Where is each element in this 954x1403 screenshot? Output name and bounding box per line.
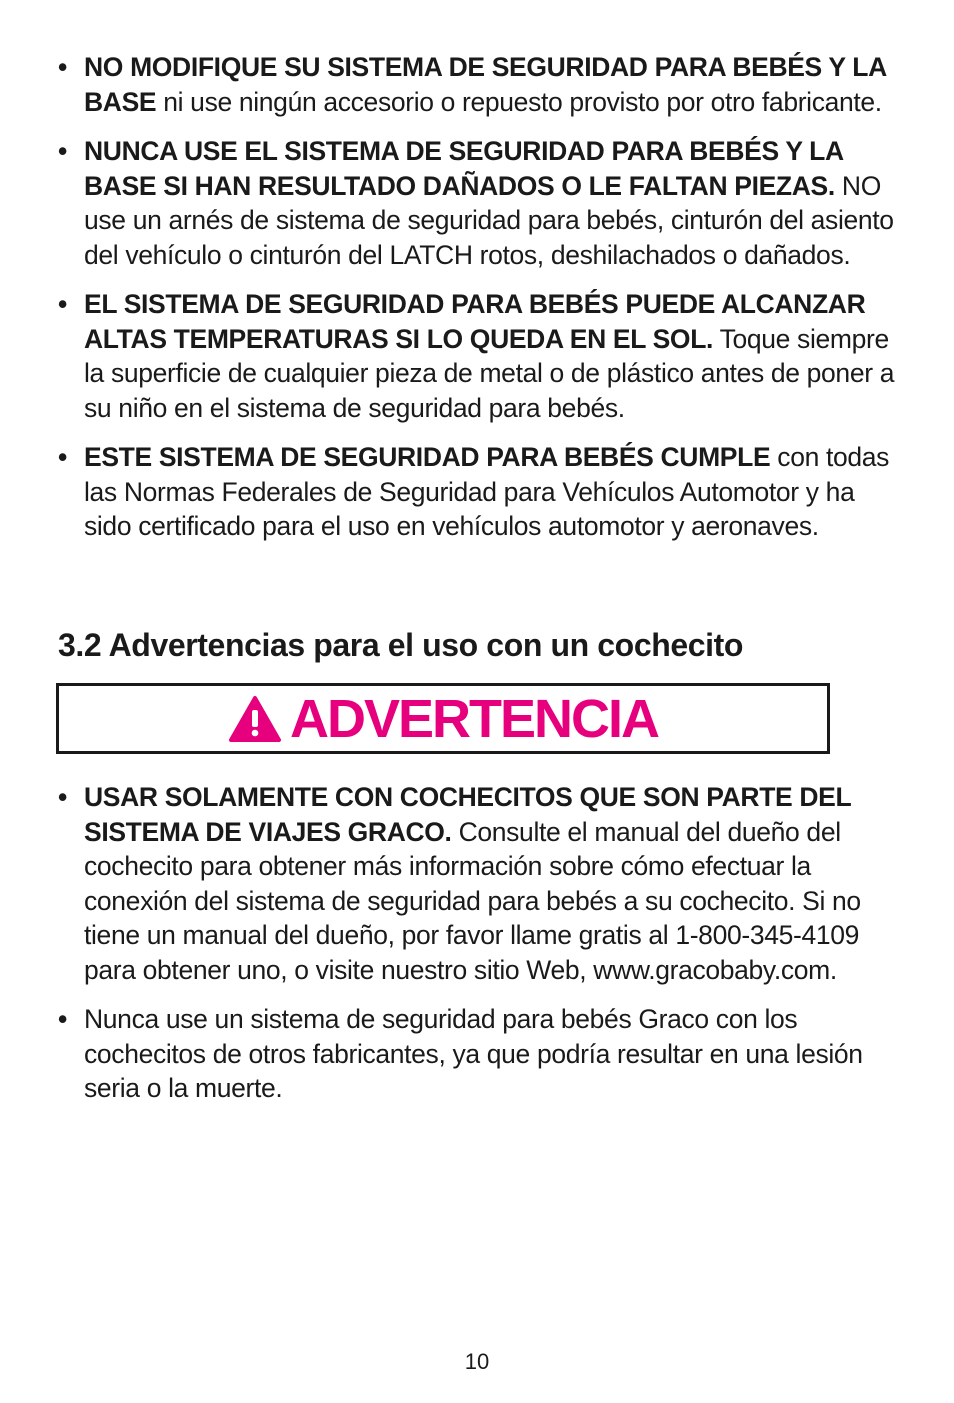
bullet-text: NO use un arnés de sistema de seguridad para bebés, cinturón del asiento del vehículo o cinturón del LATCH rotos, deshilachados o dañados. — [84, 170, 894, 270]
bullet-text: ni use ningún accesorio o repuesto provisto por otro fabricante. — [156, 86, 882, 117]
bullet-text: Consulte el manual del dueño del cochecito para obtener más información sobre cómo efectuar la conexión del sistema de seguridad para bebés a su cochecito. Si no tiene un manual del dueño, por favor llame gratis al 1-800-345-4109 para obtener uno, o visite nuestro sitio Web, www.gracobaby.com. — [84, 816, 861, 985]
warning-banner — [56, 683, 830, 754]
warning-triangle-icon — [228, 695, 282, 743]
warning-label: ADVERTENCIA — [289, 688, 659, 749]
list-item — [58, 287, 908, 425]
list-item — [58, 440, 908, 544]
page-number: 10 — [464, 1349, 490, 1374]
bullet-bold-text: NUNCA USE EL SISTEMA DE SEGURIDAD PARA BEBÉS Y LA BASE SI HAN RESULTADO DAÑADOS O LE FALTAN PIEZAS. — [84, 136, 843, 201]
bullet-text: Toque siempre la superficie de cualquier pieza de metal o de plástico antes de poner a su niño en el sistema de seguridad para bebés. — [84, 323, 895, 423]
list-item — [58, 50, 908, 119]
bullet-text: Nunca use un sistema de seguridad para bebés Graco con los cochecitos de otros fabricantes, ya que podría resultar en una lesión seria o la muerte. — [84, 1004, 863, 1103]
top-warning-list — [58, 50, 908, 559]
bullet-text: con todas las Normas Federales de Seguridad para Vehículos Automotor y ha sido certificado para el uso en vehículos automotor y aeronaves. — [84, 442, 890, 541]
list-item — [58, 1002, 908, 1106]
list-item — [58, 780, 908, 987]
bullet-bold-text: USAR SOLAMENTE CON COCHECITOS QUE SON PARTE DEL SISTEMA DE VIAJES GRACO. — [84, 782, 851, 847]
stroller-warning-list — [58, 780, 908, 1121]
section-title: 3.2 Advertencias para el uso con un cochecito — [58, 627, 744, 663]
bullet-bold-text: NO MODIFIQUE SU SISTEMA DE SEGURIDAD PARA BEBÉS Y LA BASE — [84, 52, 886, 117]
bullet-bold-text: EL SISTEMA DE SEGURIDAD PARA BEBÉS PUEDE ALCANZAR ALTAS TEMPERATURAS SI LO QUEDA EN EL SOL. — [84, 289, 866, 354]
warning-banner-content — [228, 689, 658, 749]
list-item — [58, 134, 908, 272]
bullet-bold-text: ESTE SISTEMA DE SEGURIDAD PARA BEBÉS CUMPLE — [84, 442, 771, 472]
